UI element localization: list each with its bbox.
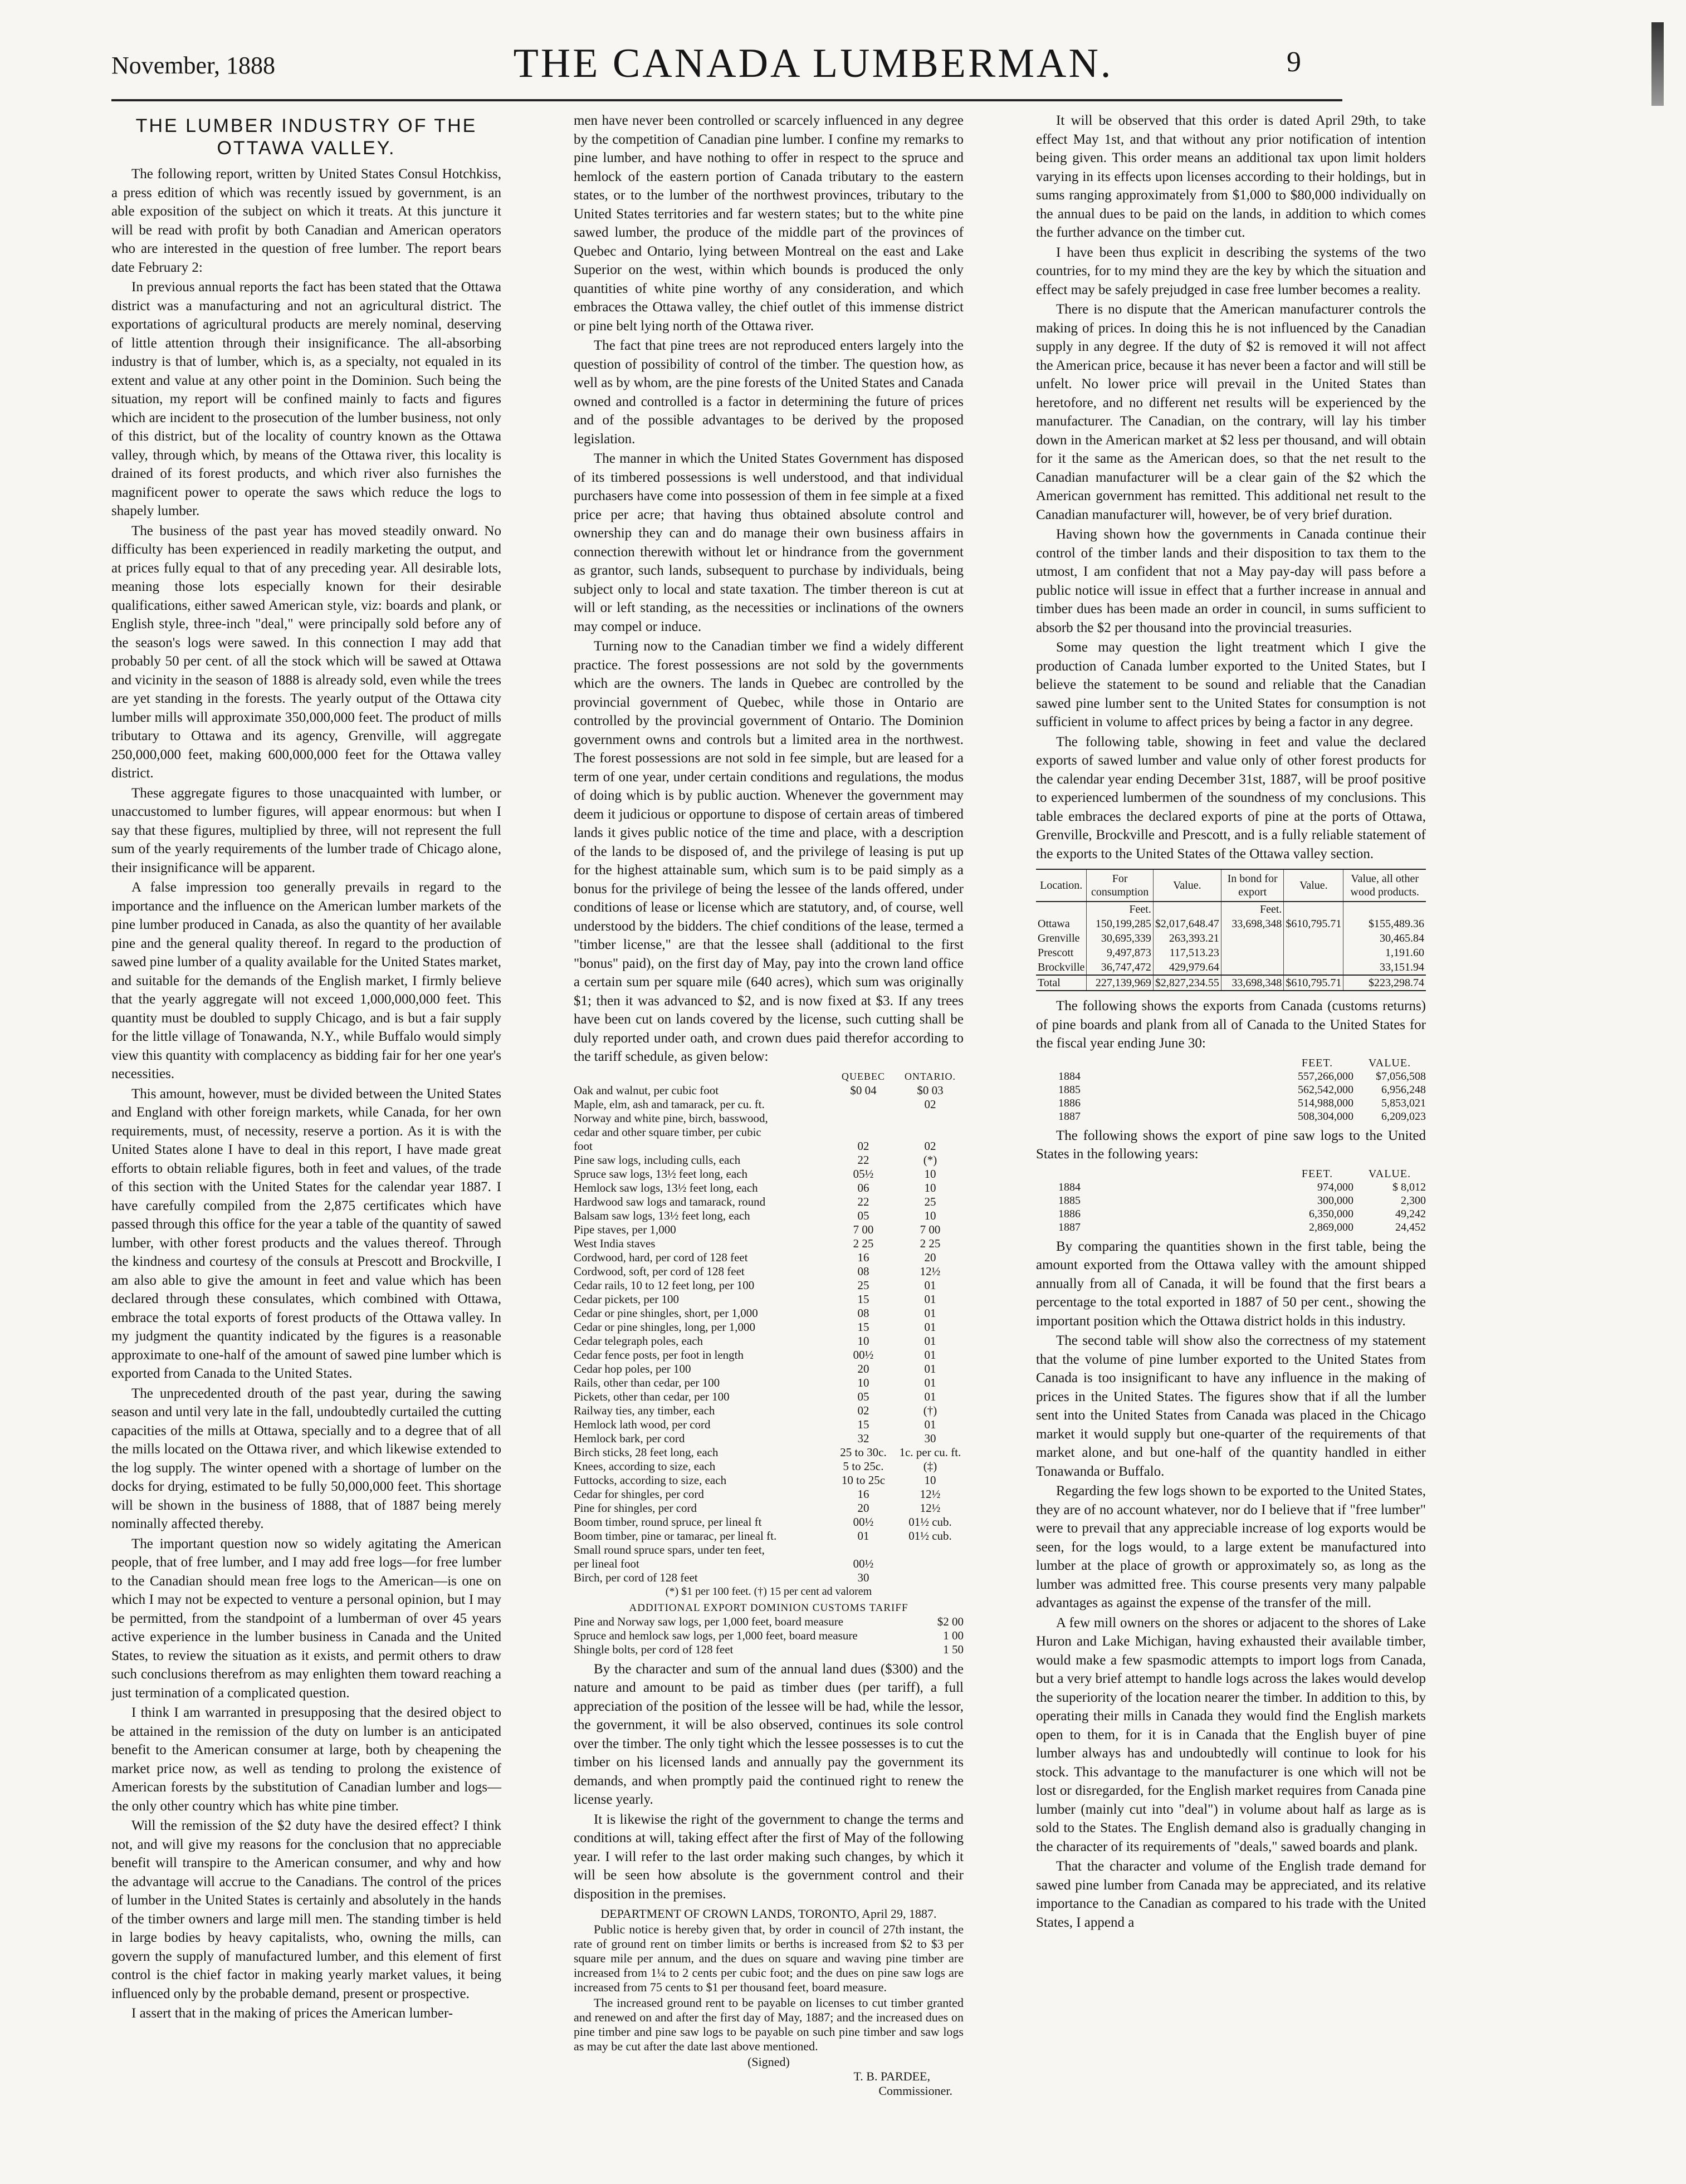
tariff-quebec-rate: 16: [857, 1250, 869, 1264]
tariff-quebec-rate: 10: [857, 1375, 869, 1389]
logs-value: 24,452: [1395, 1221, 1426, 1233]
tariff-row: [574, 1181, 964, 1195]
tariff-row: [574, 1209, 964, 1223]
tariff-quebec-rate: [830, 1111, 897, 1125]
tariff-ontario-rate: 12½: [920, 1264, 941, 1278]
tariff-item: foot: [574, 1139, 593, 1153]
notice-body: Public notice is hereby given that, by order in council of 27th instant, the rate of ground rent on timber limits or berths is increased from $2 to $3 per square mile per annum, and the dues on square and waving pine timber are increased from 1¼ to 2 cents per cubic foot; and the dues on pine saw logs are increased from 75 cents to $1 per thousand feet, board measure.: [574, 1922, 964, 1994]
paragraph: I assert that in the making of prices the American lumber-: [131, 2006, 453, 2021]
tariff-quebec-rate: 00½: [853, 1556, 874, 1570]
tariff-row: [574, 1167, 964, 1181]
logs-year: 1885: [1058, 1194, 1081, 1207]
tariff-row: [574, 1139, 964, 1153]
tariff-item: Railway ties, any timber, each: [574, 1403, 715, 1417]
tariff-ontario-rate: 01: [924, 1320, 936, 1334]
tariff-row: [574, 1418, 964, 1432]
export-cell: [1221, 931, 1284, 946]
logs-table: [1036, 1167, 1426, 1234]
tariff-ontario-rate: 01½ cub.: [908, 1515, 952, 1529]
export-total-cell: 33,698,348: [1221, 975, 1284, 991]
paragraph: The following table, showing in feet and value the declared exports of sawed lumber and value only of other forest products for the calendar year ending December 31st, 1887, will be proof positive to experienced lumbermen of the soundness of my conclusions. This table embraces the declared exports of pine at the ports of Ottawa, Grenville, Brockville and Prescott, and is a fully reliable statement of the exports to the United States of the Ottawa valley section.: [1036, 734, 1426, 861]
export-cell: Grenville: [1036, 931, 1087, 946]
tariff-item: Cedar fence posts, per foot in length: [574, 1348, 744, 1362]
tariff-quebec-rate: $0 04: [850, 1083, 877, 1097]
boards-rows: [1036, 1070, 1426, 1123]
export-unit-cell: [1153, 902, 1221, 917]
tariff-col-quebec: QUEBEC: [842, 1070, 885, 1082]
export-cell: 117,513.23: [1153, 946, 1221, 960]
tariff-ontario-rate: [897, 1557, 964, 1571]
boards-value: 6,209,023: [1381, 1110, 1426, 1123]
export-cell: 263,393.21: [1153, 931, 1221, 946]
masthead-title: THE CANADA LUMBERMAN.: [513, 41, 1113, 86]
tariff-row: [574, 1251, 964, 1265]
tariff-quebec-rate: 15: [857, 1292, 869, 1306]
boards-year: 1887: [1058, 1110, 1081, 1123]
logs-row: [1036, 1207, 1426, 1221]
export-cell: [1221, 946, 1284, 960]
tariff-ontario-rate: [897, 1111, 964, 1125]
tariff-row: [574, 1320, 964, 1334]
boards-feet: 514,988,000: [1298, 1096, 1353, 1109]
tariff-ontario-rate: 01: [924, 1348, 936, 1362]
tariff-ontario-rate: 10: [924, 1181, 936, 1194]
export-cell: 1,191.60: [1385, 947, 1424, 959]
header-rule: [111, 99, 1342, 101]
tariff-note: (*) $1 per 100 feet. (†) 15 per cent ad valorem: [665, 1585, 872, 1598]
tariff-quebec-rate: 20: [857, 1362, 869, 1375]
tariff-ontario-rate: 10: [924, 1167, 936, 1181]
tariff-item: West India staves: [574, 1236, 656, 1250]
logs-feet: 6,350,000: [1309, 1207, 1353, 1220]
export-unit-row: [1036, 902, 1426, 917]
tariff-quebec-rate: 00½: [853, 1515, 874, 1529]
tariff-row: [574, 1557, 964, 1571]
tariff-quebec-rate: 10: [857, 1334, 869, 1348]
tariff-row: [574, 1404, 964, 1418]
tariff-quebec-rate: 01: [857, 1529, 869, 1542]
tariff-item: Oak and walnut, per cubic foot: [574, 1083, 719, 1097]
export-col-header: Value.: [1284, 869, 1343, 902]
tariff-ontario-rate: 01: [924, 1389, 936, 1403]
tariff-item: Hardwood saw logs and tamarack, round: [574, 1194, 766, 1208]
boards-value: $7,056,508: [1376, 1070, 1426, 1083]
tariff-item: Balsam saw logs, 13½ feet long, each: [574, 1208, 750, 1222]
tariff-item: Cedar telegraph poles, each: [574, 1334, 703, 1348]
tariff-item: Pine saw logs, including culls, each: [574, 1153, 741, 1167]
tariff-ontario-rate: 10: [924, 1473, 936, 1487]
tariff-quebec-rate: [830, 1543, 897, 1557]
boards-row: [1036, 1083, 1426, 1096]
tariff-quebec-rate: [830, 1125, 897, 1139]
tariff-extra-rate: 1 00: [943, 1628, 964, 1642]
column-3: [1036, 111, 1426, 1933]
tariff-item: Hemlock lath wood, per cord: [574, 1417, 711, 1431]
tariff-quebec-rate: 02: [857, 1139, 869, 1153]
boards-row: [1036, 1110, 1426, 1123]
export-col-header: Value, all other wood products.: [1343, 869, 1426, 902]
tariff-ontario-rate: 10: [924, 1208, 936, 1222]
tariff-subtitle: ADDITIONAL EXPORT DOMINION CUSTOMS TARIFF: [629, 1602, 908, 1614]
tariff-quebec-rate: 06: [857, 1181, 869, 1194]
paragraph: There is no dispute that the American manufacturer controls the making of prices. In doing this he is not influenced by the Canadian supply in any degree. If the duty of $2 is removed it will not affect the American price, because it has never been a factor and will still be unfelt. No lower price will prevail in the United States than heretofore, and no different net results will be experienced by the manufacturer. The Canadian, on the contrary, will lay his timber down in the American market at $2 less per thousand, and will obtain for it the same as the American does, so that the net result to the Canadian manufacturer will be a clear gain of the $2 which the American government has remitted. This additional net result to the Canadian manufacturer will, however, be of very brief duration.: [1036, 302, 1426, 522]
tariff-quebec-rate: 10 to 25c: [841, 1473, 886, 1487]
logs-value: 2,300: [1401, 1194, 1426, 1207]
tariff-quebec-rate: 5 to 25c.: [843, 1459, 884, 1473]
tariff-col-ontario: ONTARIO.: [904, 1070, 956, 1082]
tariff-item: Maple, elm, ash and tamarack, per cu. ft.: [574, 1097, 765, 1111]
tariff-item: Cordwood, soft, per cord of 128 feet: [574, 1264, 745, 1278]
tariff-ontario-rate: 7 00: [920, 1222, 941, 1236]
tariff-row: [574, 1111, 964, 1125]
tariff-row: [574, 1153, 964, 1167]
boards-value: 6,956,248: [1381, 1083, 1426, 1096]
tariff-row: [574, 1279, 964, 1292]
export-unit-cell: [1036, 902, 1087, 917]
tariff-row: [574, 1501, 964, 1515]
export-cell: 30,695,339: [1087, 931, 1153, 946]
tariff-quebec-rate: 22: [857, 1194, 869, 1208]
page-edge-mark: [1651, 22, 1664, 106]
logs-row: [1036, 1181, 1426, 1194]
export-cell: $155,489.36: [1369, 918, 1424, 930]
tariff-item: Hemlock saw logs, 13½ feet long, each: [574, 1181, 758, 1194]
tariff-item: Hemlock bark, per cord: [574, 1431, 685, 1445]
tariff-quebec-rate: 05½: [853, 1167, 874, 1181]
column-1: [111, 111, 501, 2024]
tariff-header: [574, 1070, 964, 1084]
notice-signed: (Signed): [747, 2055, 790, 2069]
tariff-ontario-rate: $0 03: [917, 1083, 944, 1097]
export-total-row: [1036, 975, 1426, 991]
tariff-row: [574, 1432, 964, 1446]
export-row: [1036, 917, 1426, 931]
tariff-item: Spruce saw logs, 13½ feet long, each: [574, 1167, 747, 1181]
export-row: [1036, 946, 1426, 960]
boards-year: 1886: [1058, 1096, 1081, 1109]
paragraph: The fact that pine trees are not reproduced enters largely into the question of possibility of control of the timber. The question how, as well as by whom, are the pine forests of the United States and Canada owned and controlled is a factor in determining the future of prices and of the possible advantages to be derived by the proposed legislation.: [574, 338, 964, 447]
tariff-quebec-rate: 25: [857, 1278, 869, 1292]
tariff-row: [574, 1571, 964, 1585]
tariff-quebec-rate: [830, 1098, 897, 1111]
tariff-item: Knees, according to size, each: [574, 1459, 716, 1473]
tariff-extra-rate: $2 00: [937, 1614, 964, 1628]
tariff-ontario-rate: 01: [924, 1306, 936, 1320]
logs-year: 1884: [1058, 1181, 1081, 1193]
export-unit-cell: Feet.: [1087, 902, 1153, 917]
export-cell: [1284, 960, 1343, 975]
paragraph: It is likewise the right of the government to change the terms and conditions at will, taking effect after the first of May of the following year. I will refer to the last order making such changes, by which it will be seen how absolute is the government control and their disposition in the premises.: [574, 1811, 964, 1902]
tariff-row: [574, 1125, 964, 1139]
export-col-header: Location.: [1036, 869, 1087, 902]
logs-rows: [1036, 1181, 1426, 1234]
tariff-quebec-rate: 22: [857, 1153, 869, 1167]
export-unit-cell: [1343, 902, 1426, 917]
tariff-row: [574, 1265, 964, 1279]
paragraph: By comparing the quantities shown in the first table, being the amount exported from the Ottawa valley with the amount shipped annually from all of Canada, it will be found that the first bears a percentage to the total exported in 1887 of 50 per cent., showing the important position which the Ottawa district holds in this industry.: [1036, 1238, 1426, 1329]
tariff-ontario-rate: 12½: [920, 1501, 941, 1515]
tariff-quebec-rate: 00½: [853, 1348, 874, 1362]
boards-value: 5,853,021: [1381, 1096, 1426, 1109]
tariff-schedule: [574, 1070, 964, 1657]
export-cell: 33,151.94: [1380, 961, 1424, 973]
tariff-quebec-rate: 05: [857, 1389, 869, 1403]
export-total-cell: $610,795.71: [1284, 975, 1343, 991]
paragraph: By the character and sum of the annual land dues ($300) and the nature and amount to be paid as timber dues (per tariff), a full appreciation of the position of the lessee will be had, while the lessor, the government, it will be also observed, continues its sole control over the timber. The only tight which the lessee possesses is to cut the timber on his licensed lands and annually pay the government its demands, and when promptly paid the continued right to renew the license yearly.: [574, 1661, 964, 1807]
tariff-ontario-rate: 20: [924, 1250, 936, 1264]
export-cell: 30,465.84: [1380, 932, 1424, 944]
tariff-item: Cedar for shingles, per cord: [574, 1487, 704, 1501]
tariff-row: [574, 1292, 964, 1306]
paragraph: Regarding the few logs shown to be exported to the United States, they are of no account whatever, nor do I believe that if "free lumber" were to prevail that any appreciable increase of log exports would be seen, for the logs would, to a large extent be manufactured into lumber at the place of growth or approximately so, as long as the lumber was admitted free. This course presents very many palpable advantages as against the expense of the transfer of the mill.: [1036, 1483, 1426, 1610]
tariff-row: [574, 1376, 964, 1390]
tariff-row: [574, 1098, 964, 1111]
tariff-row: [574, 1195, 964, 1209]
tariff-ontario-rate: 01: [924, 1417, 936, 1431]
tariff-ontario-rate: 01: [924, 1278, 936, 1292]
export-table: [1036, 869, 1426, 991]
export-cell: $2,017,648.47: [1153, 917, 1221, 931]
tariff-item: Rails, other than cedar, per 100: [574, 1375, 720, 1389]
logs-year: 1886: [1058, 1207, 1081, 1220]
tariff-item: Cordwood, hard, per cord of 128 feet: [574, 1250, 748, 1264]
export-cell: 36,747,472: [1087, 960, 1153, 975]
tariff-ontario-rate: 12½: [920, 1487, 941, 1501]
export-cell: 150,199,285: [1087, 917, 1153, 931]
tariff-quebec-rate: 08: [857, 1264, 869, 1278]
paragraph: The following shows the exports from Canada (customs returns) of pine boards and plank from all of Canada to the United States for the fiscal year ending June 30:: [1036, 998, 1426, 1051]
tariff-ontario-rate: 01: [924, 1334, 936, 1348]
tariff-quebec-rate: 20: [857, 1501, 869, 1515]
paragraph: The business of the past year has moved steadily onward. No difficulty has been experienced in readily marketing the output, and at prices fully equal to that of any preceding year. All desirable lots, meaning those lots especially known for their desirable qualifications, either sawed American style, viz: boards and plank, or English style, three-inch "deal," were principally sold before any of the season's logs were sawed. In this connection I may add that probably 50 per cent. of all the stock which will be sawed at Ottawa and vicinity in the season of 1888 is already sold, even while the trees are yet standing in the forests. The yearly output of the Ottawa city lumber mills will approximate 350,000,000 feet. The product of mills tributary to Ottawa and its agency, Grenville, will aggregate 250,000,000 feet, making 600,000,000 feet for the Ottawa valley district.: [111, 523, 501, 781]
notice-heading: DEPARTMENT OF CROWN LANDS, TORONTO, April 29, 1887.: [600, 1907, 937, 1921]
issue-date: November, 1888: [111, 52, 275, 79]
logs-value: $ 8,012: [1392, 1181, 1426, 1193]
tariff-ontario-rate: [897, 1125, 964, 1139]
export-total-cell: Total: [1036, 975, 1087, 991]
paragraph: The second table will show also the correctness of my statement that the volume of pine lumber exported to the United States from Canada is too insignificant to have any influence in the making of prices in the United States. The figures show that if all the lumber sent into the United States from Canada was placed in the Chicago market it would supply but one-quarter of the requirements of that market alone, and but one-half of the quantity handled in either Tonawanda or Buffalo.: [1036, 1333, 1426, 1479]
tariff-quebec-rate: 15: [857, 1417, 869, 1431]
tariff-quebec-rate: 16: [857, 1487, 869, 1501]
boards-table: [1036, 1056, 1426, 1123]
tariff-item: Pickets, other than cedar, per 100: [574, 1389, 730, 1403]
tariff-extra-item: Shingle bolts, per cord of 128 feet: [574, 1642, 734, 1656]
boards-feet: 562,542,000: [1298, 1083, 1353, 1096]
tariff-item: Birch, per cord of 128 feet: [574, 1570, 698, 1584]
export-col-header: For consumption: [1087, 869, 1153, 902]
tariff-quebec-rate: 30: [857, 1570, 869, 1584]
export-cell: [1221, 960, 1284, 975]
tariff-quebec-rate: 02: [857, 1403, 869, 1417]
tariff-item: Pine for shingles, per cord: [574, 1501, 697, 1515]
tariff-row: [574, 1473, 964, 1487]
crown-lands-notice: [574, 1907, 964, 2098]
tariff-item: Cedar or pine shingles, short, per 1,000: [574, 1306, 758, 1320]
tariff-quebec-rate: 7 00: [853, 1222, 874, 1236]
logs-col-feet: FEET.: [1301, 1167, 1333, 1180]
tariff-ontario-rate: 2 25: [920, 1236, 941, 1250]
tariff-rows: [574, 1084, 964, 1585]
paragraph: The following shows the export of pine saw logs to the United States in the following years:: [1036, 1128, 1426, 1162]
notice-body: The increased ground rent to be payable on licenses to cut timber granted and renewed on and after the first day of May, 1887; and the increased dues on pine timber and pine saw logs to be payable on such pine timber and saw logs as may be cut after the date last above mentioned.: [574, 1996, 964, 2053]
boards-row: [1036, 1096, 1426, 1110]
export-cell: 9,497,873: [1087, 946, 1153, 960]
tariff-item: Cedar or pine shingles, long, per 1,000: [574, 1320, 756, 1334]
logs-feet: 2,869,000: [1309, 1221, 1353, 1233]
paragraph: The unprecedented drouth of the past year, during the sawing season and until very late in the fall, undoubtedly curtailed the cutting capacities of the mills at Ottawa, specially and to a degree that of all the mills located on the Ottawa river, and which likewise extended to the log supply. The winter opened with a shortage of lumber on the docks for drying, estimated to be fully 50,000,000 feet. This shortage will be shown in the business of 1888, that of 1887 being merely nominally affected thereby.: [111, 1385, 501, 1531]
export-row: [1036, 960, 1426, 975]
export-total-cell: 227,139,969: [1087, 975, 1153, 991]
logs-row: [1036, 1194, 1426, 1207]
export-table-body: [1036, 902, 1426, 991]
paragraph: men have never been controlled or scarcely influenced in any degree by the competition of Canadian pine lumber. I confine my remarks to pine lumber, and have nothing to offer in respect to the spruce and hemlock of the eastern portion of Canada tributary to the eastern states, or to the lumber of the northwest provinces, tributary to the United States territories and far western states; but to the white pine sawed lumber, the produce of the middle part of the provinces of Quebec and Ontario, lying between Montreal on the east and Lake Superior on the west, within which bounds is produced the only quantities of white pine worthy of any consideration, and which embraces the Ottawa valley, the chief outlet of this immense district or pine belt lying north of the Ottawa river.: [574, 113, 964, 334]
tariff-row: [574, 1362, 964, 1376]
tariff-row: [574, 1223, 964, 1237]
export-cell: [1284, 931, 1343, 946]
tariff-ontario-rate: 01: [924, 1362, 936, 1375]
paragraph: Will the remission of the $2 duty have the desired effect? I think not, and will give my reasons for the conclusion that no appreciable benefit will transpire to the American consumer, and why and how the advantage will accrue to the Canadians. The control of the prices of lumber in the United States is certainly and absolutely in the hands of the timber owners and large mill men. The standing timber is held in large bodies by heavy capitalists, who, owning the mills, can govern the supply of manufactured lumber, and this element of first control is the chief factor in making yearly market values, it being influenced only by the probable demand, present or prospective.: [111, 1818, 501, 2001]
paragraph: Turning now to the Canadian timber we find a widely different practice. The forest possessions are not sold by the governments which are the owners. The lands in Quebec are controlled by the provincial government of Quebec, while those in Ontario are controlled by the provincial government of Ontario. The Dominion government owns and controls but a limited area in the northwest. The forest possessions are not sold in fee simple, but are leased for a term of one year, under certain conditions and regulations, the modus of doing which is by public auction. Whenever the government may deem it judicious or opportune to dispose of certain areas of timbered lands it gives public notice of the time and place, with a description of the lands to be disposed of, and the privilege of leasing is put up for the highest attainable sum, which sum is to be paid simply as a bonus for the privilege of being the lessee of the lands offered, under conditions of lease or license which are statutory, and, of course, well understood by the bidders. The chief conditions of the lease, termed a "timber license," are that the lessee shall (additional to the first "bonus" paid), on the first day of May, pay into the crown land office a certain sum per square mile (640 acres), which sum was originally $1; then it was advanced to $2, and is now fixed at $3. If any trees have been cut on lands covered by the license, such cutting shall be duly reported under oath, and crown dues paid therefor according to the tariff schedule, as given below:: [574, 639, 964, 1064]
tariff-extra-row: [574, 1629, 964, 1643]
tariff-item: Cedar rails, 10 to 12 feet long, per 100: [574, 1278, 755, 1292]
paragraph: I have been thus explicit in describing the systems of the two countries, for to my mind they are the key by which the situation and effect may be safely prejudged in case free lumber becomes a reality.: [1036, 244, 1426, 297]
tariff-ontario-rate: 01: [924, 1292, 936, 1306]
tariff-item: Norway and white pine, birch, basswood,: [574, 1111, 768, 1125]
tariff-ontario-rate: 02: [924, 1139, 936, 1153]
export-unit-cell: [1284, 902, 1343, 917]
tariff-item: Small round spruce spars, under ten feet,: [574, 1542, 765, 1556]
export-cell: 429,979.64: [1153, 960, 1221, 975]
tariff-item: cedar and other square timber, per cubic: [574, 1125, 761, 1139]
export-unit-cell: Feet.: [1221, 902, 1284, 917]
tariff-row: [574, 1487, 964, 1501]
export-col-header: Value.: [1153, 869, 1221, 902]
export-cell: [1284, 946, 1343, 960]
paragraph: This amount, however, must be divided between the United States and England with other foreign markets, while Canada, for her own requirements, must, of necessity, reserve a portion. As it is with the United States alone I have to deal in this report, I have made great efforts to obtain reliable figures, both in feet and values, of the trade of this section with the United States for the calendar year 1887. I have carefully compiled from the 2,875 certificates which have passed through this office for the year a table of the quantity of sawed lumber, with other forest products and the values thereof. Through the kindness and courtesy of the consuls at Prescott and Brockville, I am also able to give the amount in feet and value which has been declared through these consulates, which combined with Ottawa, embrace the total exports of forest products of the Ottawa valley. In my judgment the quantity indicated by the figures is a reasonable approximate to one-half of the amount of sawed pine lumber which is exported from Canada to the United States.: [111, 1086, 501, 1381]
tariff-quebec-rate: 25 to 30c.: [840, 1445, 887, 1459]
export-cell: $610,795.71: [1284, 917, 1343, 931]
tariff-item: Pipe staves, per 1,000: [574, 1222, 676, 1236]
tariff-quebec-rate: 32: [857, 1431, 869, 1445]
tariff-row: [574, 1334, 964, 1348]
paragraph: The manner in which the United States Government has disposed of its timbered possessions is well understood, and that individual purchasers have come into possession of them in fee simple at a fixed price per acre; that having thus obtained absolute control and ownership they can and do manage their own business affairs in connection therewith without let or hindrance from the government as grantor, such lands, subsequent to purchase by individuals, being subject only to local and state taxation. The timber thereon is cut at will or left standing, as the necessities or inclinations of the owners may compel or induce.: [574, 451, 964, 634]
notice-signatory: T. B. PARDEE,: [853, 2069, 930, 2083]
tariff-ontario-rate: 02: [924, 1097, 936, 1111]
tariff-ontario-rate: 01½ cub.: [908, 1529, 952, 1542]
paragraph: In previous annual reports the fact has been stated that the Ottawa district was a manufacturing and not an agricultural district. The exportations of agricultural products are merely nominal, deserving of little attention through their insignificance. The all-absorbing industry is that of lumber, which is, as a specialty, not equaled in its extent and value at any other point in the Dominion. Such being the situation, my report will be confined mainly to facts and figures which are incident to the prosecution of the lumber business, not only of this district, but of the locality of country known as the Ottawa valley, through which, by means of the Ottawa river, this locality is drained of its forest products, and which river also furnishes the magnificent power to operate the saws which reduce the logs to shapely lumber.: [111, 280, 501, 518]
tariff-extra-row: [574, 1643, 964, 1657]
tariff-ontario-rate: (*): [923, 1153, 937, 1167]
paragraph: The important question now so widely agitating the American people, that of free lumber, and I may add free logs—for free lumber to the Canadian should mean free logs to the American—is one on which I may not be expected to venture a personal opinion, but I may be permitted, from the standpoint of a lumberman of over 45 years active experience in the lumber business in Canada and the United States, to review the situation as it exists, and permit others to draw such conclusions therefrom as may enlighten them toward reaching a just termination of a complicated question.: [111, 1536, 501, 1701]
tariff-quebec-rate: 15: [857, 1320, 869, 1334]
tariff-extra-rows: [574, 1615, 964, 1657]
tariff-ontario-rate: [897, 1571, 964, 1585]
tariff-row: [574, 1446, 964, 1460]
boards-year: 1884: [1058, 1070, 1081, 1083]
tariff-item: Birch sticks, 28 feet long, each: [574, 1445, 719, 1459]
paragraph: I think I am warranted in presupposing that the desired object to be attained in the remission of the duty on lumber is an anticipated benefit to the American consumer at large, both by cheapening the market price now, as well as tending to prolong the existence of American forests by the substitution of Canadian lumber and logs—the only other country which has white pine timber.: [111, 1705, 501, 1814]
export-cell: Prescott: [1036, 946, 1087, 960]
column-2: [574, 111, 964, 2098]
tariff-ontario-rate: 30: [924, 1431, 936, 1445]
export-cell: Ottawa: [1036, 917, 1087, 931]
notice-role: Commissioner.: [878, 2084, 952, 2098]
export-cell: Brockville: [1036, 960, 1087, 975]
page-header: [111, 40, 1337, 101]
boards-feet: 508,304,000: [1298, 1110, 1353, 1123]
logs-value: 49,242: [1395, 1207, 1426, 1220]
tariff-row: [574, 1460, 964, 1473]
boards-row: [1036, 1070, 1426, 1083]
export-cell: 33,698,348: [1221, 917, 1284, 931]
tariff-row: [574, 1237, 964, 1251]
tariff-row: [574, 1543, 964, 1557]
tariff-ontario-rate: 01: [924, 1375, 936, 1389]
tariff-quebec-rate: 2 25: [853, 1236, 874, 1250]
export-total-cell: $223,298.74: [1343, 975, 1426, 991]
export-row: [1036, 931, 1426, 946]
paragraph: It will be observed that this order is dated April 29th, to take effect May 1st, and that without any prior notification of intention being given. This order means an additional tax upon limit holders varying in its effects upon licenses according to their holdings, but in sums ranging approximately from $1,000 to $80,000 individually on the annual dues to be paid on the lands, in addition to which comes the further advance on the timber cut.: [1036, 113, 1426, 240]
tariff-item: Cedar pickets, per 100: [574, 1292, 679, 1306]
export-table-header: [1036, 869, 1426, 902]
tariff-item: Futtocks, according to size, each: [574, 1473, 727, 1487]
boards-col-value: VALUE.: [1368, 1056, 1411, 1069]
paragraph: That the character and volume of the English trade demand for sawed pine lumber from Canada may be appreciated, and its relative importance to the Canadian as compared to his trade with the United States, I append a: [1036, 1859, 1426, 1930]
tariff-extra-rate: 1 50: [943, 1642, 964, 1656]
paragraph: Some may question the light treatment which I give the production of Canada lumber exported to the United States, but I believe the statement to be sound and reliable that the Canadian sawed pine lumber sent to the United States for consumption is not sufficient in volume to affect prices by being a factor in any degree.: [1036, 640, 1426, 729]
paragraph: A false impression too generally prevails in regard to the importance and the influence on the American lumber markets of the pine lumber produced in Canada, as also the quantity of her available pine and the general quality thereof. In regard to the production of sawed pine lumber of a quality available for the United States market, and suitable for the demands of the English market, I firmly believe that the yearly aggregate will not exceed 1,000,000,000 feet. This quantity must be doubled to supply Chicago, and is but a fair supply for the little village of Tonawanda, N.Y., while Buffalo would simply view this quantity with complacency as bidding fair for her one year's necessities.: [111, 880, 501, 1081]
tariff-row: [574, 1084, 964, 1098]
tariff-extra-row: [574, 1615, 964, 1629]
paragraph: These aggregate figures to those unacquainted with lumber, or unaccustomed to lumber figures, will appear enormous: but when I say that these figures, multiplied by three, will not represent the full sum of the yearly requirements of the lumber trade of Chicago alone, their insignificance will be apparent.: [111, 785, 501, 875]
tariff-ontario-rate: (‡): [923, 1459, 937, 1473]
paragraph: A few mill owners on the shores or adjacent to the shores of Lake Huron and Lake Michigan, having exhausted their available timber, would make a few spasmodic attempts to import logs from Canada, but a very brief attempt to handle logs across the lakes would develop the superiority of the location nearer the timber. In addition to this, by operating their mills in Canada they would find the English markets open to them, for it is in Canada that the English buyer of pine lumber always has and undoubtedly will continue to look for his stock. This advantage to the manufacturer is one which will not be lost or disregarded, for the English market requires from Canada pine lumber (mainly cut into "deal") in volume about half as large as is sold to the States. The English demand also is gradually changing in the character of its requirements of "deals," sawed boards and plank.: [1036, 1615, 1426, 1854]
article-headline: THE LUMBER INDUSTRY OF THE OTTAWA VALLEY.: [135, 115, 477, 159]
page-number: 9: [1287, 46, 1301, 78]
tariff-item: Boom timber, pine or tamarac, per lineal ft.: [574, 1529, 777, 1542]
export-col-header: In bond for export: [1221, 869, 1284, 902]
logs-col-value: VALUE.: [1368, 1167, 1411, 1180]
paragraph: Having shown how the governments in Canada continue their control of the timber lands and their disposition to tax them to the utmost, I am confident that not a May pay-day will pass before a public notice will issue in effect that a further increase in annual and timber dues has been made an order in council, in sums sufficient to absorb the $2 per thousand into the provincial treasuries.: [1036, 527, 1426, 635]
tariff-ontario-rate: (†): [923, 1403, 937, 1417]
paragraph: The following report, written by United States Consul Hotchkiss, a press edition of which was recently issued by government, is an able exposition of the subject on which it treats. At this juncture it will be read with profit by both Canadian and American operators who are interested in the question of free lumber. The report bears date February 2:: [111, 167, 501, 275]
tariff-extra-item: Pine and Norway saw logs, per 1,000 feet, board measure: [574, 1614, 844, 1628]
boards-feet: 557,266,000: [1298, 1070, 1353, 1083]
tariff-item: Cedar hop poles, per 100: [574, 1362, 691, 1375]
tariff-row: [574, 1348, 964, 1362]
export-total-cell: $2,827,234.55: [1153, 975, 1221, 991]
tariff-ontario-rate: 25: [924, 1194, 936, 1208]
logs-year: 1887: [1058, 1221, 1081, 1233]
tariff-row: [574, 1306, 964, 1320]
tariff-item: per lineal foot: [574, 1556, 639, 1570]
tariff-quebec-rate: 08: [857, 1306, 869, 1320]
tariff-ontario-rate: 1c. per cu. ft.: [899, 1445, 961, 1459]
boards-col-feet: FEET.: [1301, 1056, 1333, 1069]
tariff-row: [574, 1390, 964, 1404]
tariff-extra-item: Spruce and hemlock saw logs, per 1,000 feet, board measure: [574, 1628, 858, 1642]
tariff-ontario-rate: [897, 1543, 964, 1557]
tariff-row: [574, 1529, 964, 1543]
tariff-quebec-rate: 05: [857, 1208, 869, 1222]
tariff-item: Boom timber, round spruce, per lineal ft: [574, 1515, 762, 1529]
tariff-row: [574, 1515, 964, 1529]
logs-feet: 974,000: [1317, 1181, 1353, 1193]
logs-feet: 300,000: [1317, 1194, 1353, 1207]
boards-year: 1885: [1058, 1083, 1081, 1096]
logs-row: [1036, 1221, 1426, 1234]
